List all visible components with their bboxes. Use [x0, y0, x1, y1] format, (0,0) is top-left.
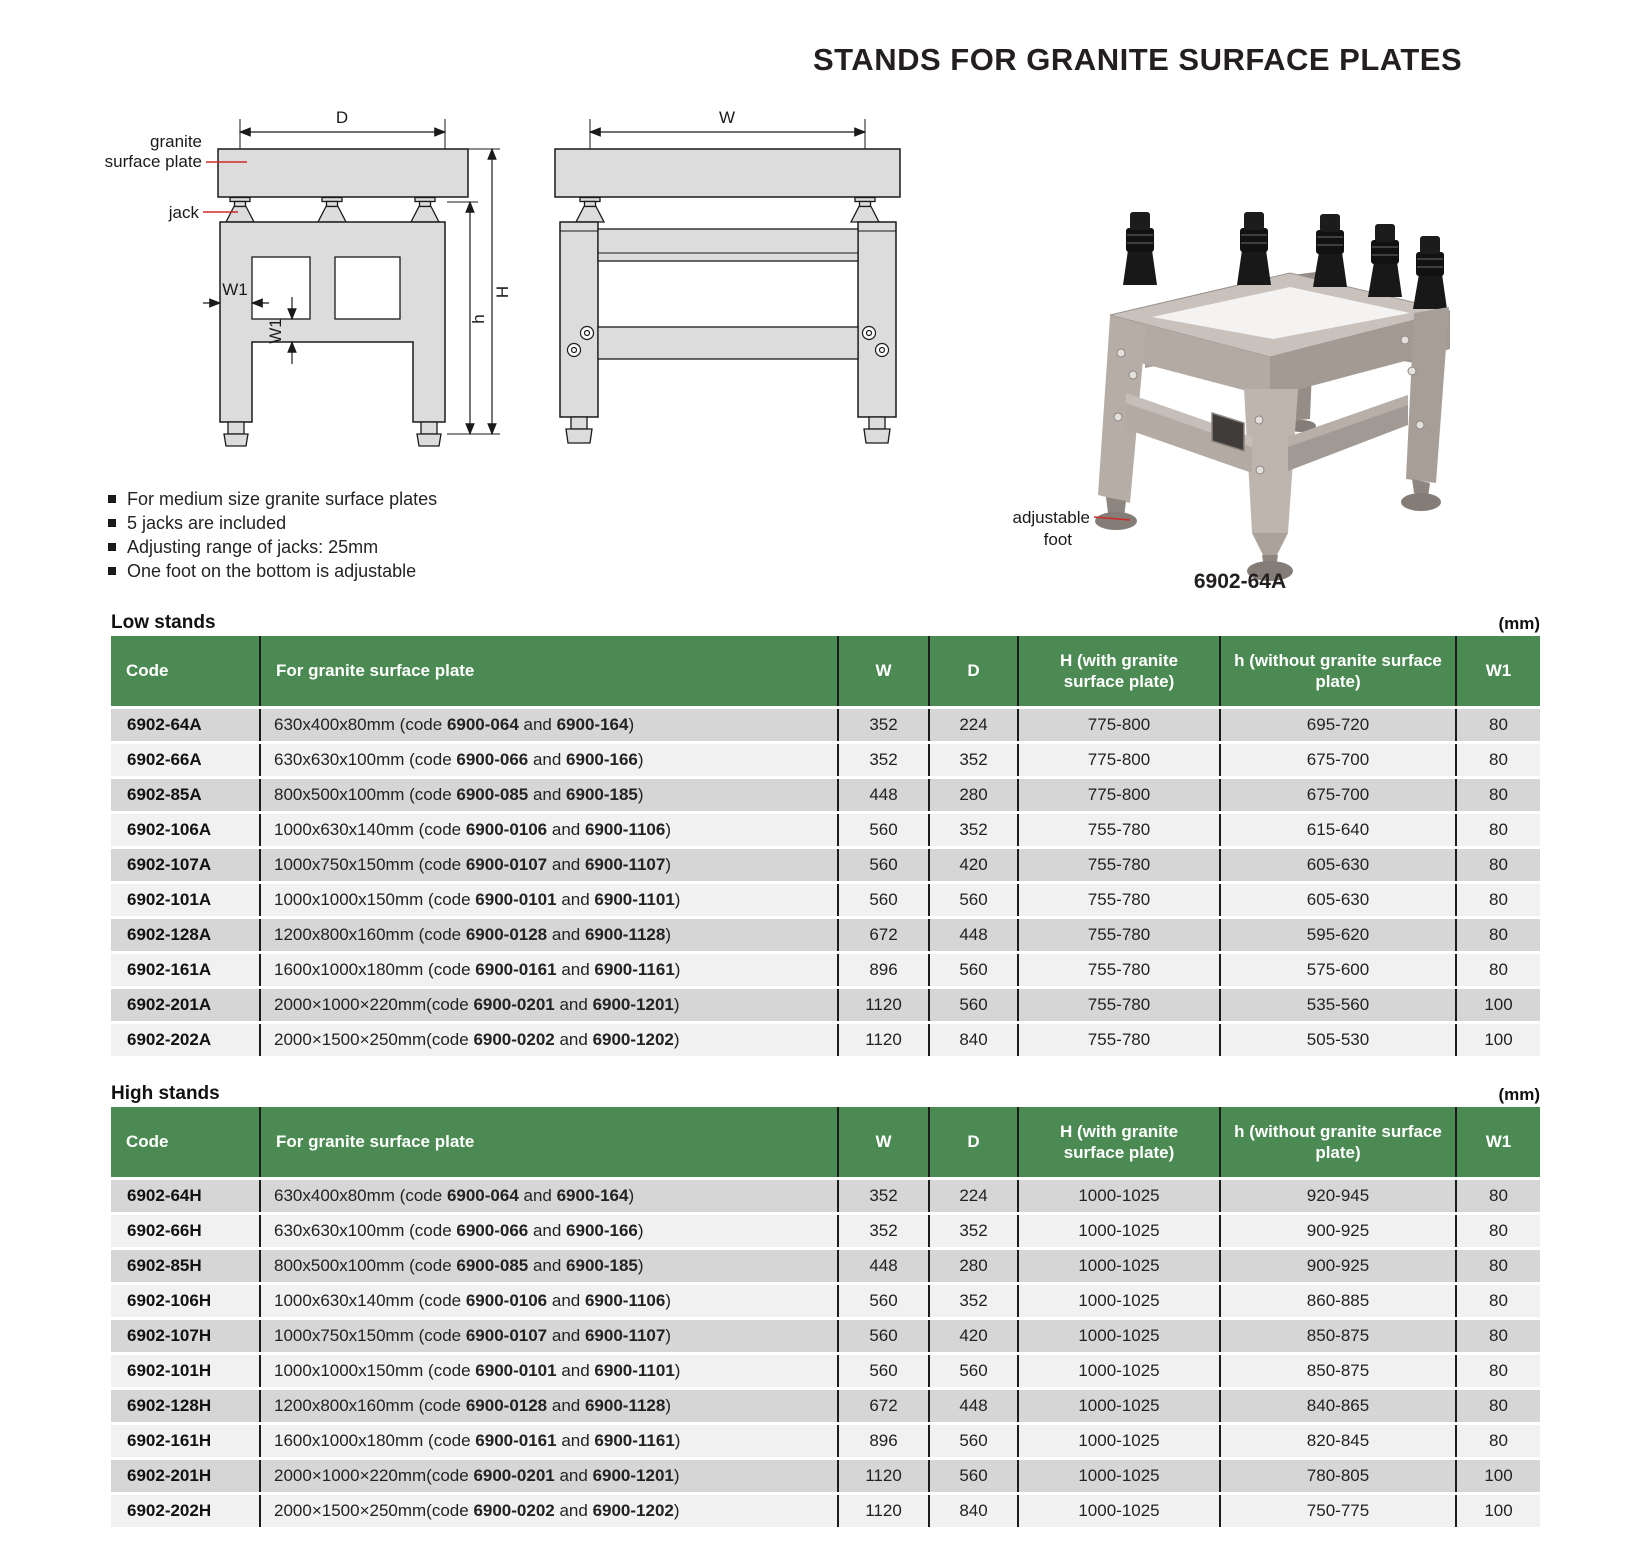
low-stands-section [111, 608, 1540, 1056]
data-cell: 755-780 [1018, 848, 1220, 883]
high-stands-section [111, 1079, 1540, 1527]
list-item: Adjusting range of jacks: 25mm [108, 535, 437, 559]
data-cell: 755-780 [1018, 1023, 1220, 1057]
table-row [111, 1459, 1540, 1494]
data-cell: 352 [838, 1179, 929, 1214]
data-cell: 850-875 [1220, 1354, 1456, 1389]
data-cell: 672 [838, 1389, 929, 1424]
data-cell: 675-700 [1220, 743, 1456, 778]
data-cell: 2000×1000×220mm(code 6900-0201 and 6900-1201) [260, 988, 838, 1023]
data-cell: 80 [1456, 1214, 1540, 1249]
data-cell: 560 [929, 1459, 1018, 1494]
product-photo [960, 125, 1480, 585]
data-cell: 1000-1025 [1018, 1354, 1220, 1389]
data-cell: 352 [929, 813, 1018, 848]
data-cell: 100 [1456, 1459, 1540, 1494]
data-cell: 1000-1025 [1018, 1459, 1220, 1494]
data-cell: 80 [1456, 708, 1540, 743]
code-cell: 6902-128H [111, 1389, 260, 1424]
feature-list [108, 487, 437, 583]
code-cell: 6902-128A [111, 918, 260, 953]
data-cell: 560 [929, 988, 1018, 1023]
data-cell: 560 [838, 883, 929, 918]
column-header: Code [111, 636, 260, 708]
front-view-drawing [530, 105, 930, 455]
data-cell: 560 [838, 1319, 929, 1354]
data-cell: 448 [838, 1249, 929, 1284]
data-cell: 224 [929, 1179, 1018, 1214]
data-cell: 560 [929, 883, 1018, 918]
data-cell: 80 [1456, 1179, 1540, 1214]
stand-feet-shapes [224, 422, 441, 446]
code-cell: 6902-106H [111, 1284, 260, 1319]
table-row [111, 1354, 1540, 1389]
data-cell: 755-780 [1018, 988, 1220, 1023]
data-cell: 1000x750x150mm (code 6900-0107 and 6900-1107) [260, 1319, 838, 1354]
data-cell: 780-805 [1220, 1459, 1456, 1494]
table-row [111, 1284, 1540, 1319]
data-cell: 80 [1456, 1319, 1540, 1354]
data-cell: 1000-1025 [1018, 1389, 1220, 1424]
data-cell: 420 [929, 1319, 1018, 1354]
data-cell: 448 [838, 778, 929, 813]
data-cell: 1000-1025 [1018, 1284, 1220, 1319]
table-row [111, 1494, 1540, 1528]
table-row [111, 1389, 1540, 1424]
data-cell: 630x630x100mm (code 6900-066 and 6900-166) [260, 743, 838, 778]
data-cell: 1000-1025 [1018, 1424, 1220, 1459]
data-cell: 840 [929, 1023, 1018, 1057]
granite-plate-shape [218, 149, 468, 197]
front-feet-shapes [566, 417, 890, 443]
table-row [111, 743, 1540, 778]
dim-label-w: W [718, 108, 736, 127]
data-cell: 775-800 [1018, 778, 1220, 813]
data-cell: 775-800 [1018, 743, 1220, 778]
jack-label: jack [168, 203, 199, 222]
table-row [111, 1179, 1540, 1214]
code-cell: 6902-64H [111, 1179, 260, 1214]
adjustable-foot-label-line2: foot [1043, 530, 1072, 549]
dim-label-w1-vertical: W1 [266, 318, 285, 344]
data-cell: 560 [929, 953, 1018, 988]
high-stands-table [111, 1107, 1540, 1527]
data-cell: 224 [929, 708, 1018, 743]
data-cell: 755-780 [1018, 883, 1220, 918]
column-header: For granite surface plate [260, 1107, 838, 1179]
data-cell: 630x630x100mm (code 6900-066 and 6900-166) [260, 1214, 838, 1249]
column-header: W [838, 1107, 929, 1179]
data-cell: 896 [838, 1424, 929, 1459]
column-header: D [929, 636, 1018, 708]
data-cell: 505-530 [1220, 1023, 1456, 1057]
data-cell: 775-800 [1018, 708, 1220, 743]
data-cell: 2000×1000×220mm(code 6900-0201 and 6900-1201) [260, 1459, 838, 1494]
data-cell: 1200x800x160mm (code 6900-0128 and 6900-1128) [260, 1389, 838, 1424]
column-header: h (without granite surface plate) [1220, 636, 1456, 708]
data-cell: 352 [838, 1214, 929, 1249]
data-cell: 820-845 [1220, 1424, 1456, 1459]
data-cell: 900-925 [1220, 1214, 1456, 1249]
data-cell: 80 [1456, 778, 1540, 813]
data-cell: 1000x630x140mm (code 6900-0106 and 6900-1106) [260, 1284, 838, 1319]
data-cell: 1000x1000x150mm (code 6900-0101 and 6900-1101) [260, 883, 838, 918]
data-cell: 560 [838, 813, 929, 848]
unit-label-mm: (mm) [1498, 1085, 1540, 1104]
stand-body-shape [220, 222, 445, 422]
data-cell: 1120 [838, 1494, 929, 1528]
data-cell: 2000×1500×250mm(code 6900-0202 and 6900-1202) [260, 1023, 838, 1057]
square-bullet-icon [108, 543, 116, 551]
jack-shapes [226, 198, 439, 223]
table-row [111, 988, 1540, 1023]
code-cell: 6902-107H [111, 1319, 260, 1354]
code-cell: 6902-66H [111, 1214, 260, 1249]
data-cell: 420 [929, 848, 1018, 883]
table-row [111, 708, 1540, 743]
data-cell: 100 [1456, 1494, 1540, 1528]
data-cell: 1600x1000x180mm (code 6900-0161 and 6900-1161) [260, 1424, 838, 1459]
data-cell: 448 [929, 918, 1018, 953]
data-cell: 80 [1456, 1424, 1540, 1459]
dim-label-h-upper: H [493, 285, 512, 299]
data-cell: 100 [1456, 988, 1540, 1023]
data-cell: 80 [1456, 1354, 1540, 1389]
column-header: For granite surface plate [260, 636, 838, 708]
data-cell: 80 [1456, 848, 1540, 883]
section-title-high-stands: High stands [111, 1083, 220, 1104]
data-cell: 595-620 [1220, 918, 1456, 953]
data-cell: 560 [838, 848, 929, 883]
data-cell: 80 [1456, 918, 1540, 953]
data-cell: 575-600 [1220, 953, 1456, 988]
data-cell: 630x400x80mm (code 6900-064 and 6900-164) [260, 708, 838, 743]
section-title-low-stands: Low stands [111, 612, 216, 633]
column-header: W [838, 636, 929, 708]
square-bullet-icon [108, 567, 116, 575]
table-row [111, 848, 1540, 883]
data-cell: 535-560 [1220, 988, 1456, 1023]
code-cell: 6902-201H [111, 1459, 260, 1494]
column-header: h (without granite surface plate) [1220, 1107, 1456, 1179]
code-cell: 6902-161A [111, 953, 260, 988]
data-cell: 860-885 [1220, 1284, 1456, 1319]
page-title: STANDS FOR GRANITE SURFACE PLATES [813, 42, 1463, 77]
data-cell: 755-780 [1018, 918, 1220, 953]
data-cell: 1600x1000x180mm (code 6900-0161 and 6900-1161) [260, 953, 838, 988]
jack-shapes-front [576, 198, 879, 223]
data-cell: 80 [1456, 743, 1540, 778]
data-cell: 2000×1500×250mm(code 6900-0202 and 6900-1202) [260, 1494, 838, 1528]
table-row [111, 953, 1540, 988]
column-header: H (with granite surface plate) [1018, 636, 1220, 708]
code-cell: 6902-85A [111, 778, 260, 813]
code-cell: 6902-101H [111, 1354, 260, 1389]
table-row [111, 778, 1540, 813]
dim-label-d: D [335, 108, 349, 127]
data-cell: 750-775 [1220, 1494, 1456, 1528]
table-row [111, 1424, 1540, 1459]
data-cell: 755-780 [1018, 953, 1220, 988]
data-cell: 1000-1025 [1018, 1319, 1220, 1354]
data-cell: 352 [838, 743, 929, 778]
table-row [111, 1023, 1540, 1057]
code-cell: 6902-161H [111, 1424, 260, 1459]
data-cell: 280 [929, 778, 1018, 813]
data-cell: 615-640 [1220, 813, 1456, 848]
list-item: 5 jacks are included [108, 511, 437, 535]
data-cell: 695-720 [1220, 708, 1456, 743]
code-cell: 6902-64A [111, 708, 260, 743]
plate-label-line1: granite [150, 132, 202, 151]
data-cell: 605-630 [1220, 848, 1456, 883]
data-cell: 850-875 [1220, 1319, 1456, 1354]
table-row [111, 1319, 1540, 1354]
code-cell: 6902-66A [111, 743, 260, 778]
data-cell: 1000-1025 [1018, 1249, 1220, 1284]
photo-caption: 6902-64A [1193, 570, 1287, 593]
column-header: W1 [1456, 1107, 1540, 1179]
data-cell: 560 [929, 1424, 1018, 1459]
data-cell: 80 [1456, 813, 1540, 848]
column-header: W1 [1456, 636, 1540, 708]
table-row [111, 1249, 1540, 1284]
code-cell: 6902-106A [111, 813, 260, 848]
data-cell: 448 [929, 1389, 1018, 1424]
data-cell: 352 [838, 708, 929, 743]
data-cell: 1000-1025 [1018, 1494, 1220, 1528]
data-cell: 920-945 [1220, 1179, 1456, 1214]
table-row [111, 918, 1540, 953]
code-cell: 6902-202A [111, 1023, 260, 1057]
data-cell: 755-780 [1018, 813, 1220, 848]
data-cell: 605-630 [1220, 883, 1456, 918]
data-cell: 1000x750x150mm (code 6900-0107 and 6900-1107) [260, 848, 838, 883]
plate-label-line2: surface plate [104, 152, 202, 171]
data-cell: 560 [838, 1354, 929, 1389]
dim-label-h-lower: h [469, 314, 488, 324]
data-cell: 840 [929, 1494, 1018, 1528]
table-row [111, 813, 1540, 848]
data-cell: 1000x630x140mm (code 6900-0106 and 6900-1106) [260, 813, 838, 848]
code-cell: 6902-201A [111, 988, 260, 1023]
table-row [111, 1214, 1540, 1249]
dim-label-w1-horizontal: W1 [222, 280, 248, 299]
data-cell: 672 [838, 918, 929, 953]
code-cell: 6902-85H [111, 1249, 260, 1284]
data-cell: 80 [1456, 1389, 1540, 1424]
list-item: One foot on the bottom is adjustable [108, 559, 437, 583]
data-cell: 630x400x80mm (code 6900-064 and 6900-164) [260, 1179, 838, 1214]
data-cell: 1120 [838, 988, 929, 1023]
data-cell: 560 [838, 1284, 929, 1319]
data-cell: 80 [1456, 1249, 1540, 1284]
square-bullet-icon [108, 495, 116, 503]
data-cell: 1000-1025 [1018, 1214, 1220, 1249]
data-cell: 1000x1000x150mm (code 6900-0101 and 6900-1101) [260, 1354, 838, 1389]
data-cell: 352 [929, 1284, 1018, 1319]
data-cell: 1120 [838, 1023, 929, 1057]
data-cell: 800x500x100mm (code 6900-085 and 6900-185) [260, 1249, 838, 1284]
adjustable-foot-label-line1: adjustable [1012, 508, 1090, 527]
code-cell: 6902-107A [111, 848, 260, 883]
data-cell: 80 [1456, 953, 1540, 988]
data-cell: 900-925 [1220, 1249, 1456, 1284]
low-stands-table [111, 636, 1540, 1056]
data-cell: 280 [929, 1249, 1018, 1284]
data-cell: 896 [838, 953, 929, 988]
data-cell: 1200x800x160mm (code 6900-0128 and 6900-1128) [260, 918, 838, 953]
data-cell: 675-700 [1220, 778, 1456, 813]
column-header: Code [111, 1107, 260, 1179]
column-header: D [929, 1107, 1018, 1179]
column-header: H (with granite surface plate) [1018, 1107, 1220, 1179]
data-cell: 800x500x100mm (code 6900-085 and 6900-185) [260, 778, 838, 813]
data-cell: 1120 [838, 1459, 929, 1494]
data-cell: 1000-1025 [1018, 1179, 1220, 1214]
table-row [111, 883, 1540, 918]
list-item: For medium size granite surface plates [108, 487, 437, 511]
data-cell: 80 [1456, 883, 1540, 918]
data-cell: 840-865 [1220, 1389, 1456, 1424]
data-cell: 80 [1456, 1284, 1540, 1319]
square-bullet-icon [108, 519, 116, 527]
data-cell: 100 [1456, 1023, 1540, 1057]
code-cell: 6902-202H [111, 1494, 260, 1528]
granite-plate-shape-front [555, 149, 900, 197]
side-view-drawing [95, 105, 545, 455]
data-cell: 560 [929, 1354, 1018, 1389]
unit-label-mm: (mm) [1498, 614, 1540, 633]
code-cell: 6902-101A [111, 883, 260, 918]
data-cell: 352 [929, 1214, 1018, 1249]
data-cell: 352 [929, 743, 1018, 778]
